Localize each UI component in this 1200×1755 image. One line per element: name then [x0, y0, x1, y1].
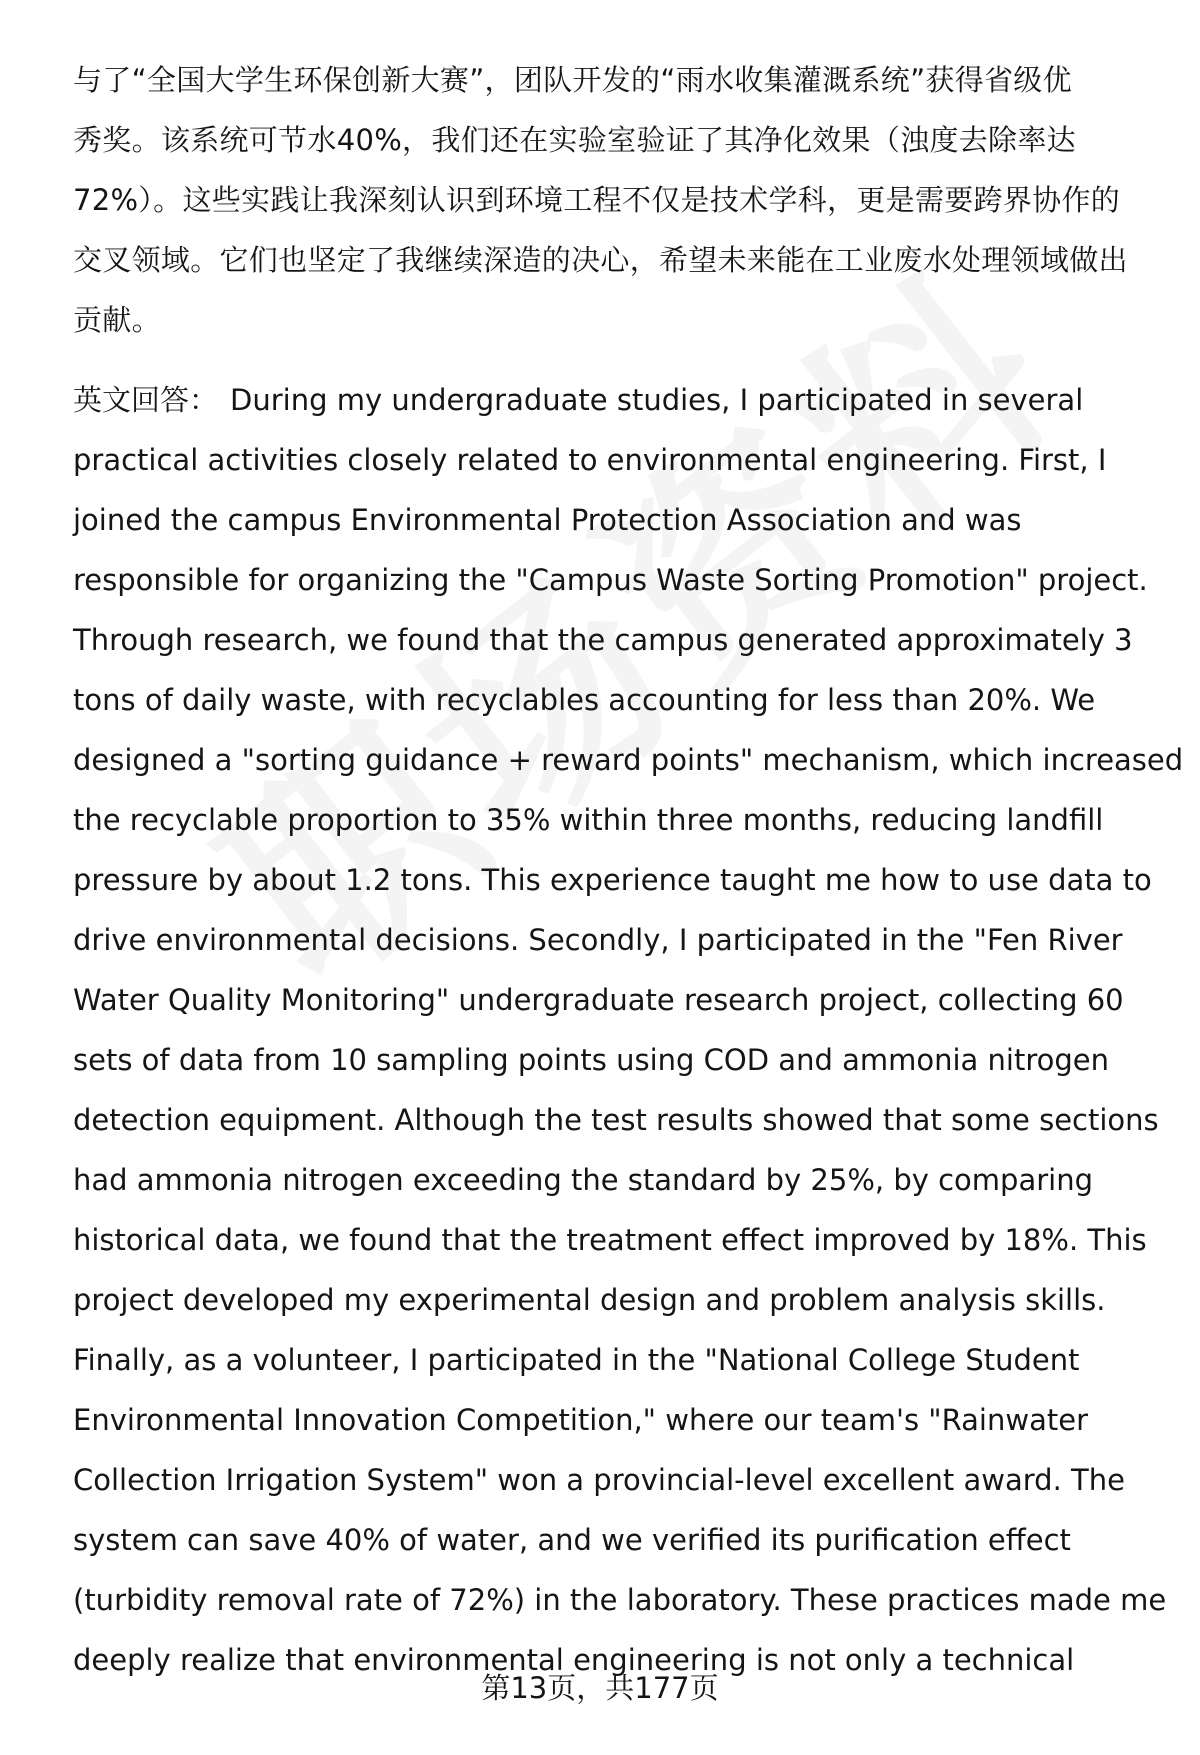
english-line: responsible for organizing the "Campus Waste Sorting Promotion" project. [73, 563, 1148, 597]
chinese-line: 贡献。 [73, 303, 161, 337]
english-line: detection equipment. Although the test results showed that some sections [73, 1103, 1159, 1137]
english-line: historical data, we found that the treatment effect improved by 18%. This [73, 1223, 1147, 1257]
english-line: project developed my experimental design and problem analysis skills. [73, 1283, 1106, 1317]
english-line: designed a "sorting guidance + reward points" mechanism, which increased [73, 743, 1184, 777]
english-line: Collection Irrigation System" won a provincial-level excellent award. The [73, 1463, 1125, 1497]
chinese-line: 交叉领域。它们也坚定了我继续深造的决心，希望未来能在工业废水处理领域做出 [73, 243, 1128, 277]
english-line: the recyclable proportion to 35% within three months, reducing landfill [73, 803, 1104, 837]
english-line: (turbidity removal rate of 72%) in the laboratory. These practices made me [73, 1583, 1167, 1617]
english-line: Water Quality Monitoring" undergraduate research project, collecting 60 [73, 983, 1124, 1017]
english-line: tons of daily waste, with recyclables accounting for less than 20%. We [73, 683, 1096, 717]
english-line: Finally, as a volunteer, I participated in the "National College Student [73, 1343, 1080, 1377]
english-line: practical activities closely related to environmental engineering. First, I [73, 443, 1107, 477]
english-line: had ammonia nitrogen exceeding the standard by 25%, by comparing [73, 1163, 1093, 1197]
chinese-line: 秀奖。该系统可节水40%，我们还在实验室验证了其净化效果（浊度去除率达 [73, 123, 1076, 157]
english-line: deeply realize that environmental engineering is not only a technical [73, 1643, 1075, 1677]
english-answer-label: 英文回答： [73, 383, 219, 417]
english-line: system can save 40% of water, and we verified its purification effect [73, 1523, 1071, 1557]
english-line: pressure by about 1.2 tons. This experience taught me how to use data to [73, 863, 1152, 897]
chinese-paragraph [73, 50, 1158, 350]
document-page [73, 50, 1184, 1690]
english-line: Through research, we found that the campus generated approximately 3 [73, 623, 1133, 657]
english-line: sets of data from 10 sampling points using COD and ammonia nitrogen [73, 1043, 1109, 1077]
english-line: drive environmental decisions. Secondly, I participated in the "Fen River [73, 923, 1123, 957]
chinese-line: 72%）。这些实践让我深刻认识到环境工程不仅是技术学科，更是需要跨界协作的 [73, 183, 1121, 217]
english-line: Environmental Innovation Competition," where our team's "Rainwater [73, 1403, 1088, 1437]
chinese-line: 与了“全国大学生环保创新大赛”，团队开发的“雨水收集灌溉系统”获得省级优 [73, 63, 1072, 97]
english-line-first [73, 370, 1158, 430]
page-number-footer: 第13页，共177页 [481, 1671, 719, 1705]
english-answer-paragraph [73, 370, 1184, 1690]
english-line: During my undergraduate studies, I participated in several [230, 383, 1084, 417]
english-line: joined the campus Environmental Protection Association and was [73, 503, 1022, 537]
